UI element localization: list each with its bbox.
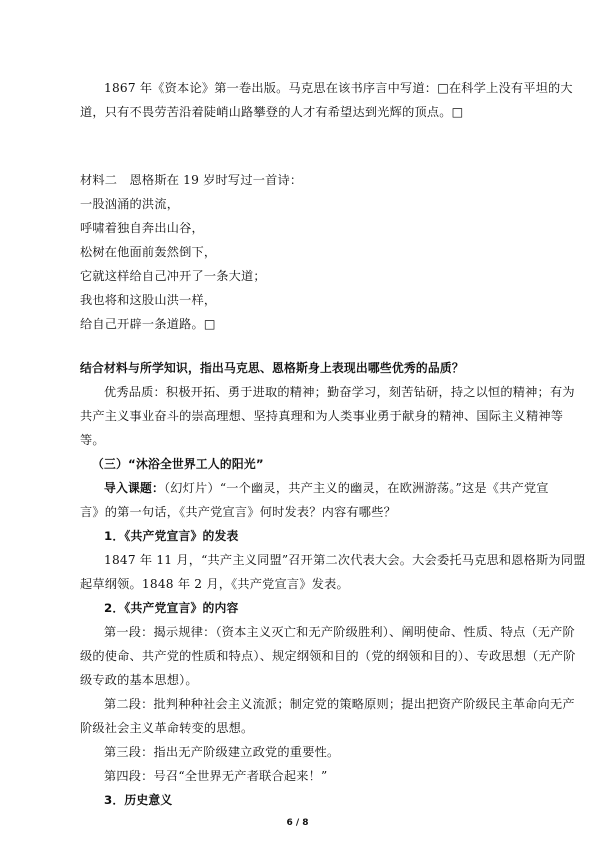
paragraph-line: 第二段：批判种种社会主义流派；制定党的策略原则；提出把资产阶级民主革命向无产 [104,697,575,711]
question-heading: 结合材料与所学知识，指出马克思、恩格斯身上表现出哪些优秀的品质？ [80,361,464,375]
paragraph-line: 1847 年 11 月，“共产主义同盟”召开第二次代表大会。大会委托马克思和恩格斯为同盟 [104,553,586,567]
intro-text: （幻灯片）“一个幽灵，共产主义的幽灵，在欧洲游荡。”这是《共产党宣 [164,481,549,495]
intro-line: 言》的第一句话，《共产党宣言》何时发表？内容有哪些？ [80,505,396,519]
section-heading: （三）“沐浴全世界工人的阳光” [92,457,264,471]
paragraph-line: 阶级社会主义革命转变的思想。 [80,721,254,735]
paragraph-line: 第四段：号召“全世界无产者联合起来！” [104,769,328,783]
paragraph-line: 起草纲领。1848 年 2 月，《共产党宣言》发表。 [80,577,349,591]
intro-label: 导入课题： [104,481,164,495]
poem-line: 一股汹涌的洪流， [80,197,180,211]
subheading: 2．《共产党宣言》的内容 [104,601,239,615]
subheading: 3．历史意义 [104,793,173,807]
poem-line: 给自己开辟一条道路。□ [80,317,216,331]
page-number: 6 / 8 [286,818,309,828]
paragraph-line: 第三段：指出无产阶级建立政党的重要性。 [104,745,340,759]
poem-line: 它就这样给自己冲开了一条大道； [80,269,266,283]
intro-line [104,480,549,496]
subheading: 1．《共产党宣言》的发表 [104,529,239,543]
paragraph-line: 级的使命、共产党的性质和特点）、规定纲领和目的（党的纲领和目的）、专政思想（无产阶 [80,649,576,663]
paragraph-line: 第一段：揭示规律：（资本主义灭亡和无产阶级胜利）、阐明使命、性质、特点（无产阶 [104,625,575,639]
poem-line: 呼啸着独自奔出山谷， [80,221,204,235]
paragraph-line: 1867 年《资本论》第一卷出版。马克思在该书序言中写道：□在科学上没有平坦的大 [104,81,573,95]
answer-line: 共产主义事业奋斗的崇高理想、坚持真理和为人类事业勇于献身的精神、国际主义精神等 [80,409,564,423]
answer-line: 优秀品质：积极开拓、勇于进取的精神；勤奋学习，刻苦钻研，持之以恒的精神；有为 [104,385,575,399]
poem-line: 我也将和这股山洪一样， [80,293,217,307]
material-two-intro: 材料二 恩格斯在 19 岁时写过一首诗： [80,173,303,187]
poem-line: 松树在他面前轰然倒下， [80,245,217,259]
paragraph-line: 道，只有不畏劳苦沿着陡峭山路攀登的人才有希望达到光辉的顶点。□ [80,105,464,119]
answer-line: 等。 [80,433,105,447]
paragraph-line: 级专政的基本思想）。 [80,673,198,687]
